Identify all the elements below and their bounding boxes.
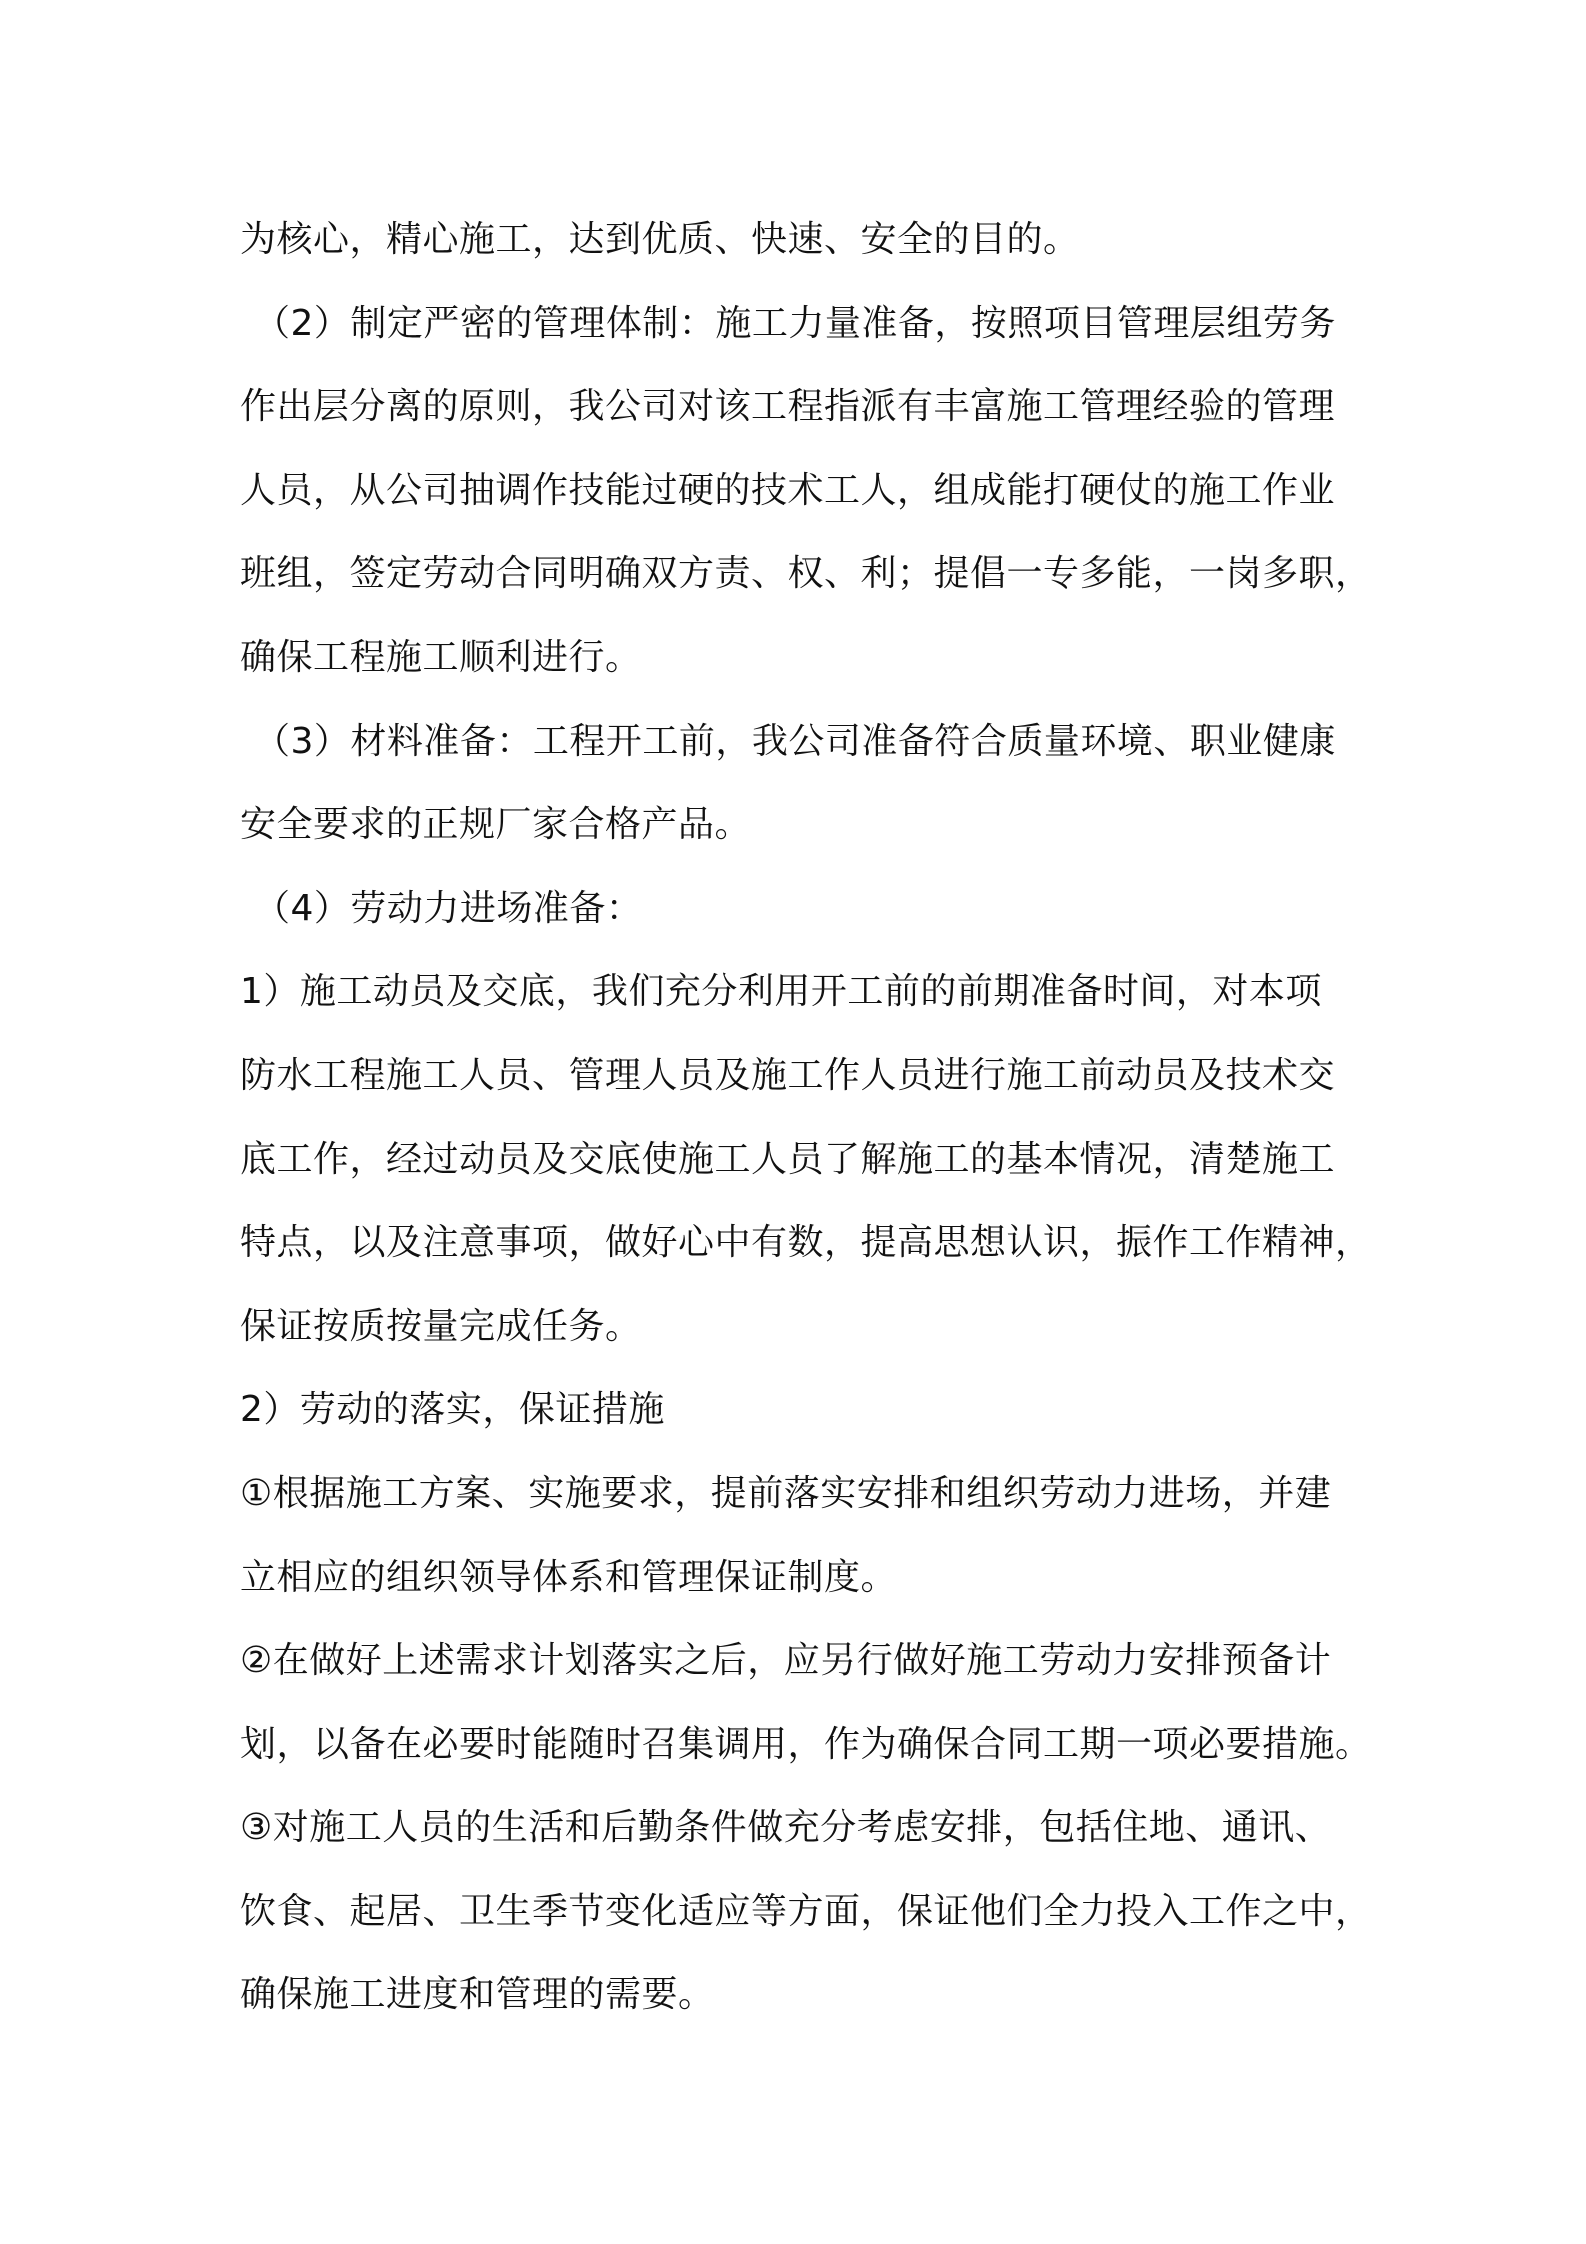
text-line: 为核心，精心施工，达到优质、快速、安全的目的。 [240,219,1080,260]
text-line: 保证按质按量完成任务。 [240,1305,642,1347]
text-line: 1）施工动员及交底，我们充分利用开工前的前期准备时间，对本项 [240,971,1322,1013]
body-text [240,198,1372,2037]
text-line: 立相应的组织领导体系和管理保证制度。 [240,1556,898,1598]
text-line: 防水工程施工人员、管理人员及施工作人员进行施工前动员及技术交 [240,1054,1336,1096]
text-line: 作出层分离的原则，我公司对该工程指派有丰富施工管理经验的管理 [240,386,1336,428]
text-line: （2）制定严密的管理体制：施工力量准备，按照项目管理层组劳务 [254,302,1336,344]
text-line: ③对施工人员的生活和后勤条件做充分考虑安排，包括住地、通讯、 [240,1807,1332,1849]
text-line: 底工作，经过动员及交底使施工人员了解施工的基本情况，清楚施工 [240,1138,1336,1180]
text-line: 班组，签定劳动合同明确双方责、权、利；提倡一专多能，一岗多职， [240,553,1372,595]
text-line: ②在做好上述需求计划落实之后，应另行做好施工劳动力安排预备计 [240,1640,1332,1682]
text-line: 2）劳动的落实，保证措施 [240,1389,665,1431]
text-line: （3）材料准备：工程开工前，我公司准备符合质量环境、职业健康 [254,720,1336,762]
text-line: ①根据施工方案、实施要求，提前落实安排和组织劳动力进场，并建 [240,1472,1332,1514]
text-line: 安全要求的正规厂家合格产品。 [240,804,752,846]
text-line: （4）劳动力进场准备： [254,887,643,929]
text-line: 确保工程施工顺利进行。 [240,636,642,678]
text-line: 特点，以及注意事项，做好心中有数，提高思想认识，振作工作精神， [240,1222,1372,1264]
text-line: 人员，从公司抽调作技能过硬的技术工人，组成能打硬仗的施工作业 [240,469,1336,511]
text-line: 确保施工进度和管理的需要。 [240,1974,715,2016]
text-line: 饮食、起居、卫生季节变化适应等方面，保证他们全力投入工作之中， [240,1890,1372,1932]
text-line: 划，以备在必要时能随时召集调用，作为确保合同工期一项必要措施。 [240,1723,1372,1765]
